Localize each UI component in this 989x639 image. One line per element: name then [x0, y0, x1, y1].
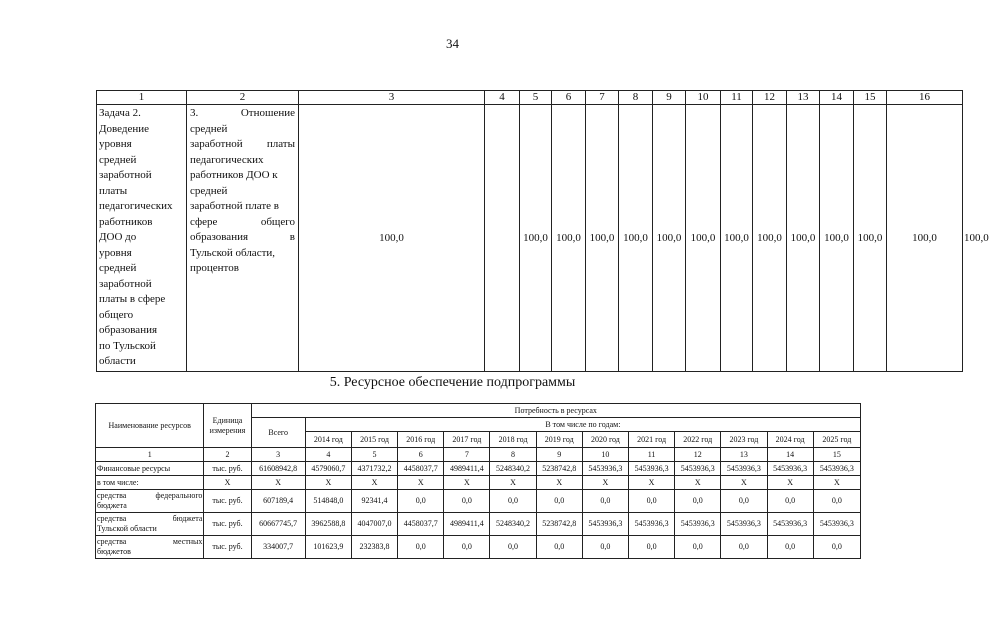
indicator-text-line [190, 137, 295, 153]
resource-total-cell: X [251, 476, 305, 490]
column-number-cell: 14 [820, 91, 854, 105]
resource-name-line [97, 537, 202, 547]
resource-year-value-cell: 0,0 [721, 536, 767, 559]
column-number-cell: 15 [813, 448, 860, 462]
resource-year-value-cell: 5238742,8 [536, 513, 582, 536]
resource-name-word: Тульской области [97, 524, 157, 533]
resource-year-value-cell: X [582, 476, 628, 490]
column-numbers-row [96, 448, 861, 462]
resource-year-value-cell: 5248340,2 [490, 462, 536, 476]
resource-year-value-cell: 5453936,3 [628, 462, 674, 476]
resources-table [95, 403, 861, 559]
resource-year-value-cell: 0,0 [813, 536, 860, 559]
task-text-line: заработной [99, 169, 152, 181]
resource-name-cell [96, 536, 204, 559]
header-by-year: В том числе по годам: [305, 418, 860, 432]
resource-year-value-cell: 4371732,2 [351, 462, 397, 476]
indicator-word: общего [260, 215, 295, 228]
header-need: Потребность в ресурсах [251, 404, 860, 418]
resource-year-value-cell: 92341,4 [351, 490, 397, 513]
header-unit: Единица измерения [204, 404, 251, 448]
resource-year-value-cell: 5453936,3 [675, 513, 721, 536]
column-number-cell: 15 [854, 91, 887, 105]
resource-year-value-cell: 514848,0 [305, 490, 351, 513]
task-text-line: образования [99, 324, 158, 336]
column-number-cell: 7 [444, 448, 490, 462]
resource-row [96, 462, 861, 476]
column-number-cell: 2 [204, 448, 251, 462]
resource-year-value-cell: 3962588,8 [305, 513, 351, 536]
resource-name-word: местных [172, 537, 203, 546]
resource-unit-cell: X [204, 476, 251, 490]
resource-year-value-cell: 5453936,3 [721, 513, 767, 536]
value-cell: 100,0 [753, 105, 787, 372]
resource-name-line [97, 464, 202, 474]
resource-year-value-cell: 4579060,7 [305, 462, 351, 476]
column-number-cell: 8 [619, 91, 653, 105]
resource-year-value-cell: 0,0 [767, 490, 813, 513]
year-header-cell: 2020 год [582, 432, 628, 448]
value-cell: 100,0 [787, 105, 820, 372]
task-text-line: уровня [99, 246, 132, 259]
indicator-text-line [190, 230, 295, 246]
resource-year-value-cell: X [721, 476, 767, 490]
resource-year-value-cell: 5248340,2 [490, 513, 536, 536]
indicators-header-row [97, 91, 963, 105]
resource-year-value-cell: X [305, 476, 351, 490]
resource-year-value-cell: 5453936,3 [767, 462, 813, 476]
resource-name-line [97, 501, 202, 511]
year-header-cell: 2021 год [628, 432, 674, 448]
indicator-text-line [190, 199, 295, 215]
resource-total-cell: 61608942,8 [251, 462, 305, 476]
value-cell: 100,0 [854, 105, 887, 372]
resource-year-value-cell: 0,0 [444, 490, 490, 513]
resource-year-value-cell: 4989411,4 [444, 462, 490, 476]
column-number-cell: 11 [721, 91, 753, 105]
task-text-line: платы в сфере [99, 293, 166, 305]
column-number-cell: 4 [305, 448, 351, 462]
column-number-cell: 12 [753, 91, 787, 105]
column-number-cell: 7 [586, 91, 619, 105]
resource-name-line [97, 478, 202, 488]
resource-name-line [97, 491, 202, 501]
resource-unit-cell: тыс. руб. [204, 490, 251, 513]
resource-year-value-cell: 101623,9 [305, 536, 351, 559]
indicator-text-line [190, 106, 295, 122]
resource-year-value-cell: 5453936,3 [582, 513, 628, 536]
task-text-line: общего [99, 308, 134, 321]
header-total: Всего [251, 418, 305, 448]
resource-year-value-cell: 4458037,7 [398, 462, 444, 476]
resource-name-word: средства [97, 537, 127, 546]
column-number-cell: 5 [520, 91, 552, 105]
resource-row [96, 490, 861, 513]
resource-year-value-cell: 0,0 [444, 536, 490, 559]
column-number-cell: 10 [582, 448, 628, 462]
column-number-cell: 1 [96, 448, 204, 462]
resource-year-value-cell: 232383,8 [351, 536, 397, 559]
value-cell: 100,0 [552, 105, 586, 372]
resource-year-value-cell: 4047007,0 [351, 513, 397, 536]
indicator-text-line [190, 168, 295, 184]
indicator-word: 3. [190, 107, 199, 119]
resource-year-value-cell: 5453936,3 [675, 462, 721, 476]
indicator-text-line [190, 184, 295, 200]
indicator-text-line [190, 153, 295, 169]
resource-row [96, 513, 861, 536]
indicator-word: педагогических [190, 153, 264, 166]
resource-year-value-cell: 4989411,4 [444, 513, 490, 536]
year-header-cell: 2015 год [351, 432, 397, 448]
column-number-cell: 14 [767, 448, 813, 462]
resource-year-value-cell: X [675, 476, 721, 490]
value-cell: 100,0 [887, 105, 963, 372]
indicator-word: работников ДОО к [190, 169, 278, 181]
year-header-cell: 2014 год [305, 432, 351, 448]
resource-year-value-cell: 0,0 [398, 490, 444, 513]
value-cell: 100,0 [619, 105, 653, 372]
year-header-cell: 2019 год [536, 432, 582, 448]
task-text-line: ДОО до [99, 231, 137, 243]
indicator-word: Тульской области, [190, 246, 276, 259]
resource-year-value-cell: 5453936,3 [813, 513, 860, 536]
resource-year-value-cell: X [351, 476, 397, 490]
resource-year-value-cell: 0,0 [628, 536, 674, 559]
resource-name-line [97, 547, 202, 557]
resource-year-value-cell: 0,0 [813, 490, 860, 513]
indicator-cell [187, 105, 299, 372]
resource-year-value-cell: 0,0 [582, 490, 628, 513]
indicator-word: образования [190, 231, 249, 243]
task-text-line: работников [99, 215, 153, 228]
resource-year-value-cell: X [490, 476, 536, 490]
resource-name-word: в том числе: [97, 477, 139, 487]
resource-total-cell: 334007,7 [251, 536, 305, 559]
year-header-cell: 2017 год [444, 432, 490, 448]
resource-year-value-cell: 0,0 [398, 536, 444, 559]
indicator-text-line [190, 246, 295, 262]
indicator-text-line [190, 261, 295, 277]
resource-name-line [97, 514, 202, 524]
resource-year-value-cell: 5453936,3 [628, 513, 674, 536]
resource-name-word: бюджетов [97, 547, 131, 556]
resource-name-word: Финансовые ресурсы [97, 463, 171, 473]
column-number-cell: 6 [552, 91, 586, 105]
task-cell [97, 105, 187, 372]
value-cell-empty [485, 105, 520, 372]
task-text-line: Доведение [99, 122, 150, 135]
task-text-line: средней [99, 153, 137, 166]
column-number-cell: 2 [187, 91, 299, 105]
task-text-line: по Тульской [99, 339, 156, 352]
resource-year-value-cell: 0,0 [490, 536, 536, 559]
value-cell: 100,0 [721, 105, 753, 372]
resource-year-value-cell: 5238742,8 [536, 462, 582, 476]
indicator-word: заработной [190, 138, 243, 150]
resource-name-word: бюджета [97, 501, 127, 510]
resource-year-value-cell: 0,0 [675, 536, 721, 559]
resource-name-cell [96, 513, 204, 536]
resource-year-value-cell: 0,0 [536, 490, 582, 513]
column-number-cell: 1 [97, 91, 187, 105]
resource-year-value-cell: 0,0 [721, 490, 767, 513]
resource-name-cell [96, 490, 204, 513]
resource-name-word: федерального [155, 491, 203, 500]
resource-year-value-cell: 5453936,3 [721, 462, 767, 476]
column-number-cell: 6 [398, 448, 444, 462]
year-header-cell: 2023 год [721, 432, 767, 448]
year-header-cell: 2016 год [398, 432, 444, 448]
column-number-cell: 9 [653, 91, 686, 105]
indicator-word: Отношение [240, 107, 295, 119]
page-number: 34 [446, 36, 459, 51]
task-text-line: средней [99, 262, 137, 274]
resource-name-word: средства [97, 514, 127, 523]
resource-total-cell: 607189,4 [251, 490, 305, 513]
resource-unit-cell: тыс. руб. [204, 536, 251, 559]
value-cell: 100,0 [520, 105, 552, 372]
resource-year-value-cell: X [767, 476, 813, 490]
resource-year-value-cell: 5453936,3 [767, 513, 813, 536]
resource-name-line [97, 524, 202, 534]
year-header-cell: 2022 год [675, 432, 721, 448]
column-number-cell: 4 [485, 91, 520, 105]
resource-year-value-cell: 5453936,3 [813, 462, 860, 476]
value-cell: 100,0 [299, 105, 485, 372]
task-text-line: области [99, 355, 136, 367]
indicator-word: средней [190, 122, 228, 135]
task-text-line: платы [99, 184, 128, 197]
column-number-cell: 11 [628, 448, 674, 462]
indicator-text-line [190, 215, 295, 231]
resource-year-value-cell: 0,0 [490, 490, 536, 513]
column-number-cell: 9 [536, 448, 582, 462]
indicator-word: сфере [190, 215, 218, 228]
task-text-line: уровня [99, 138, 132, 150]
indicator-word: процентов [190, 262, 239, 274]
indicators-table [96, 90, 989, 372]
task-text-line: Задача 2. [99, 107, 141, 119]
column-number-cell: 8 [490, 448, 536, 462]
resource-year-value-cell: 0,0 [675, 490, 721, 513]
column-number-cell: 13 [787, 91, 820, 105]
indicator-word: средней [190, 184, 228, 197]
resource-unit-cell: тыс. руб. [204, 513, 251, 536]
resource-year-value-cell: 4458037,7 [398, 513, 444, 536]
indicator-word: платы [266, 138, 295, 150]
indicator-word: в [289, 231, 295, 243]
indicator-word: заработной плате в [190, 200, 279, 212]
resource-year-value-cell: 0,0 [767, 536, 813, 559]
section-title: 5. Ресурсное обеспечение подпрограммы [329, 375, 576, 390]
column-number-cell: 5 [351, 448, 397, 462]
resource-year-value-cell: 0,0 [628, 490, 674, 513]
resource-name-cell [96, 462, 204, 476]
resource-total-cell: 60667745,7 [251, 513, 305, 536]
indicators-row: Задача 2. Доведение уровня средней заработной платы педагогических работников ДОО до уровня средней заработной платы в сфере общего образования по Тульской области 3. Отношение средней заработной платы педагогических работников ДОО к средней заработной плате в сфере общего образования в Тульской области, процентов 100,0 100,0 100,0 100,0 100,0 100,0 100,0 100,0 100,0 100,0 100,0 100,0 100,0 100,0 [97, 105, 963, 372]
year-header-cell: 2018 год [490, 432, 536, 448]
resource-row [96, 476, 861, 490]
year-header-cell: 2025 год [813, 432, 860, 448]
resource-year-value-cell: X [398, 476, 444, 490]
resource-year-value-cell: X [536, 476, 582, 490]
column-number-cell: 3 [299, 91, 485, 105]
column-number-cell: 13 [721, 448, 767, 462]
resource-year-value-cell: X [813, 476, 860, 490]
header-resource-name: Наименование ресурсов [96, 404, 204, 448]
value-cell: 100,0 [586, 105, 619, 372]
task-text-line: заработной [99, 277, 152, 290]
column-number-cell: 16 [887, 91, 963, 105]
resource-year-value-cell: X [628, 476, 674, 490]
column-number-cell: 10 [686, 91, 721, 105]
task-text-line: педагогических [99, 200, 173, 212]
value-cell: 100,0 [820, 105, 854, 372]
column-number-cell: 12 [675, 448, 721, 462]
indicator-text-line [190, 122, 295, 138]
resource-year-value-cell: 0,0 [536, 536, 582, 559]
resource-year-value-cell: X [444, 476, 490, 490]
value-cell: 100,0 [653, 105, 686, 372]
year-header-cell: 2024 год [767, 432, 813, 448]
resource-year-value-cell: 0,0 [582, 536, 628, 559]
resource-year-value-cell: 5453936,3 [582, 462, 628, 476]
column-number-cell: 3 [251, 448, 305, 462]
resource-unit-cell: тыс. руб. [204, 462, 251, 476]
resource-row [96, 536, 861, 559]
value-cell: 100,0 [686, 105, 721, 372]
resource-name-word: средства [97, 491, 127, 500]
resource-name-word: бюджета [172, 514, 203, 523]
resource-name-cell [96, 476, 204, 490]
